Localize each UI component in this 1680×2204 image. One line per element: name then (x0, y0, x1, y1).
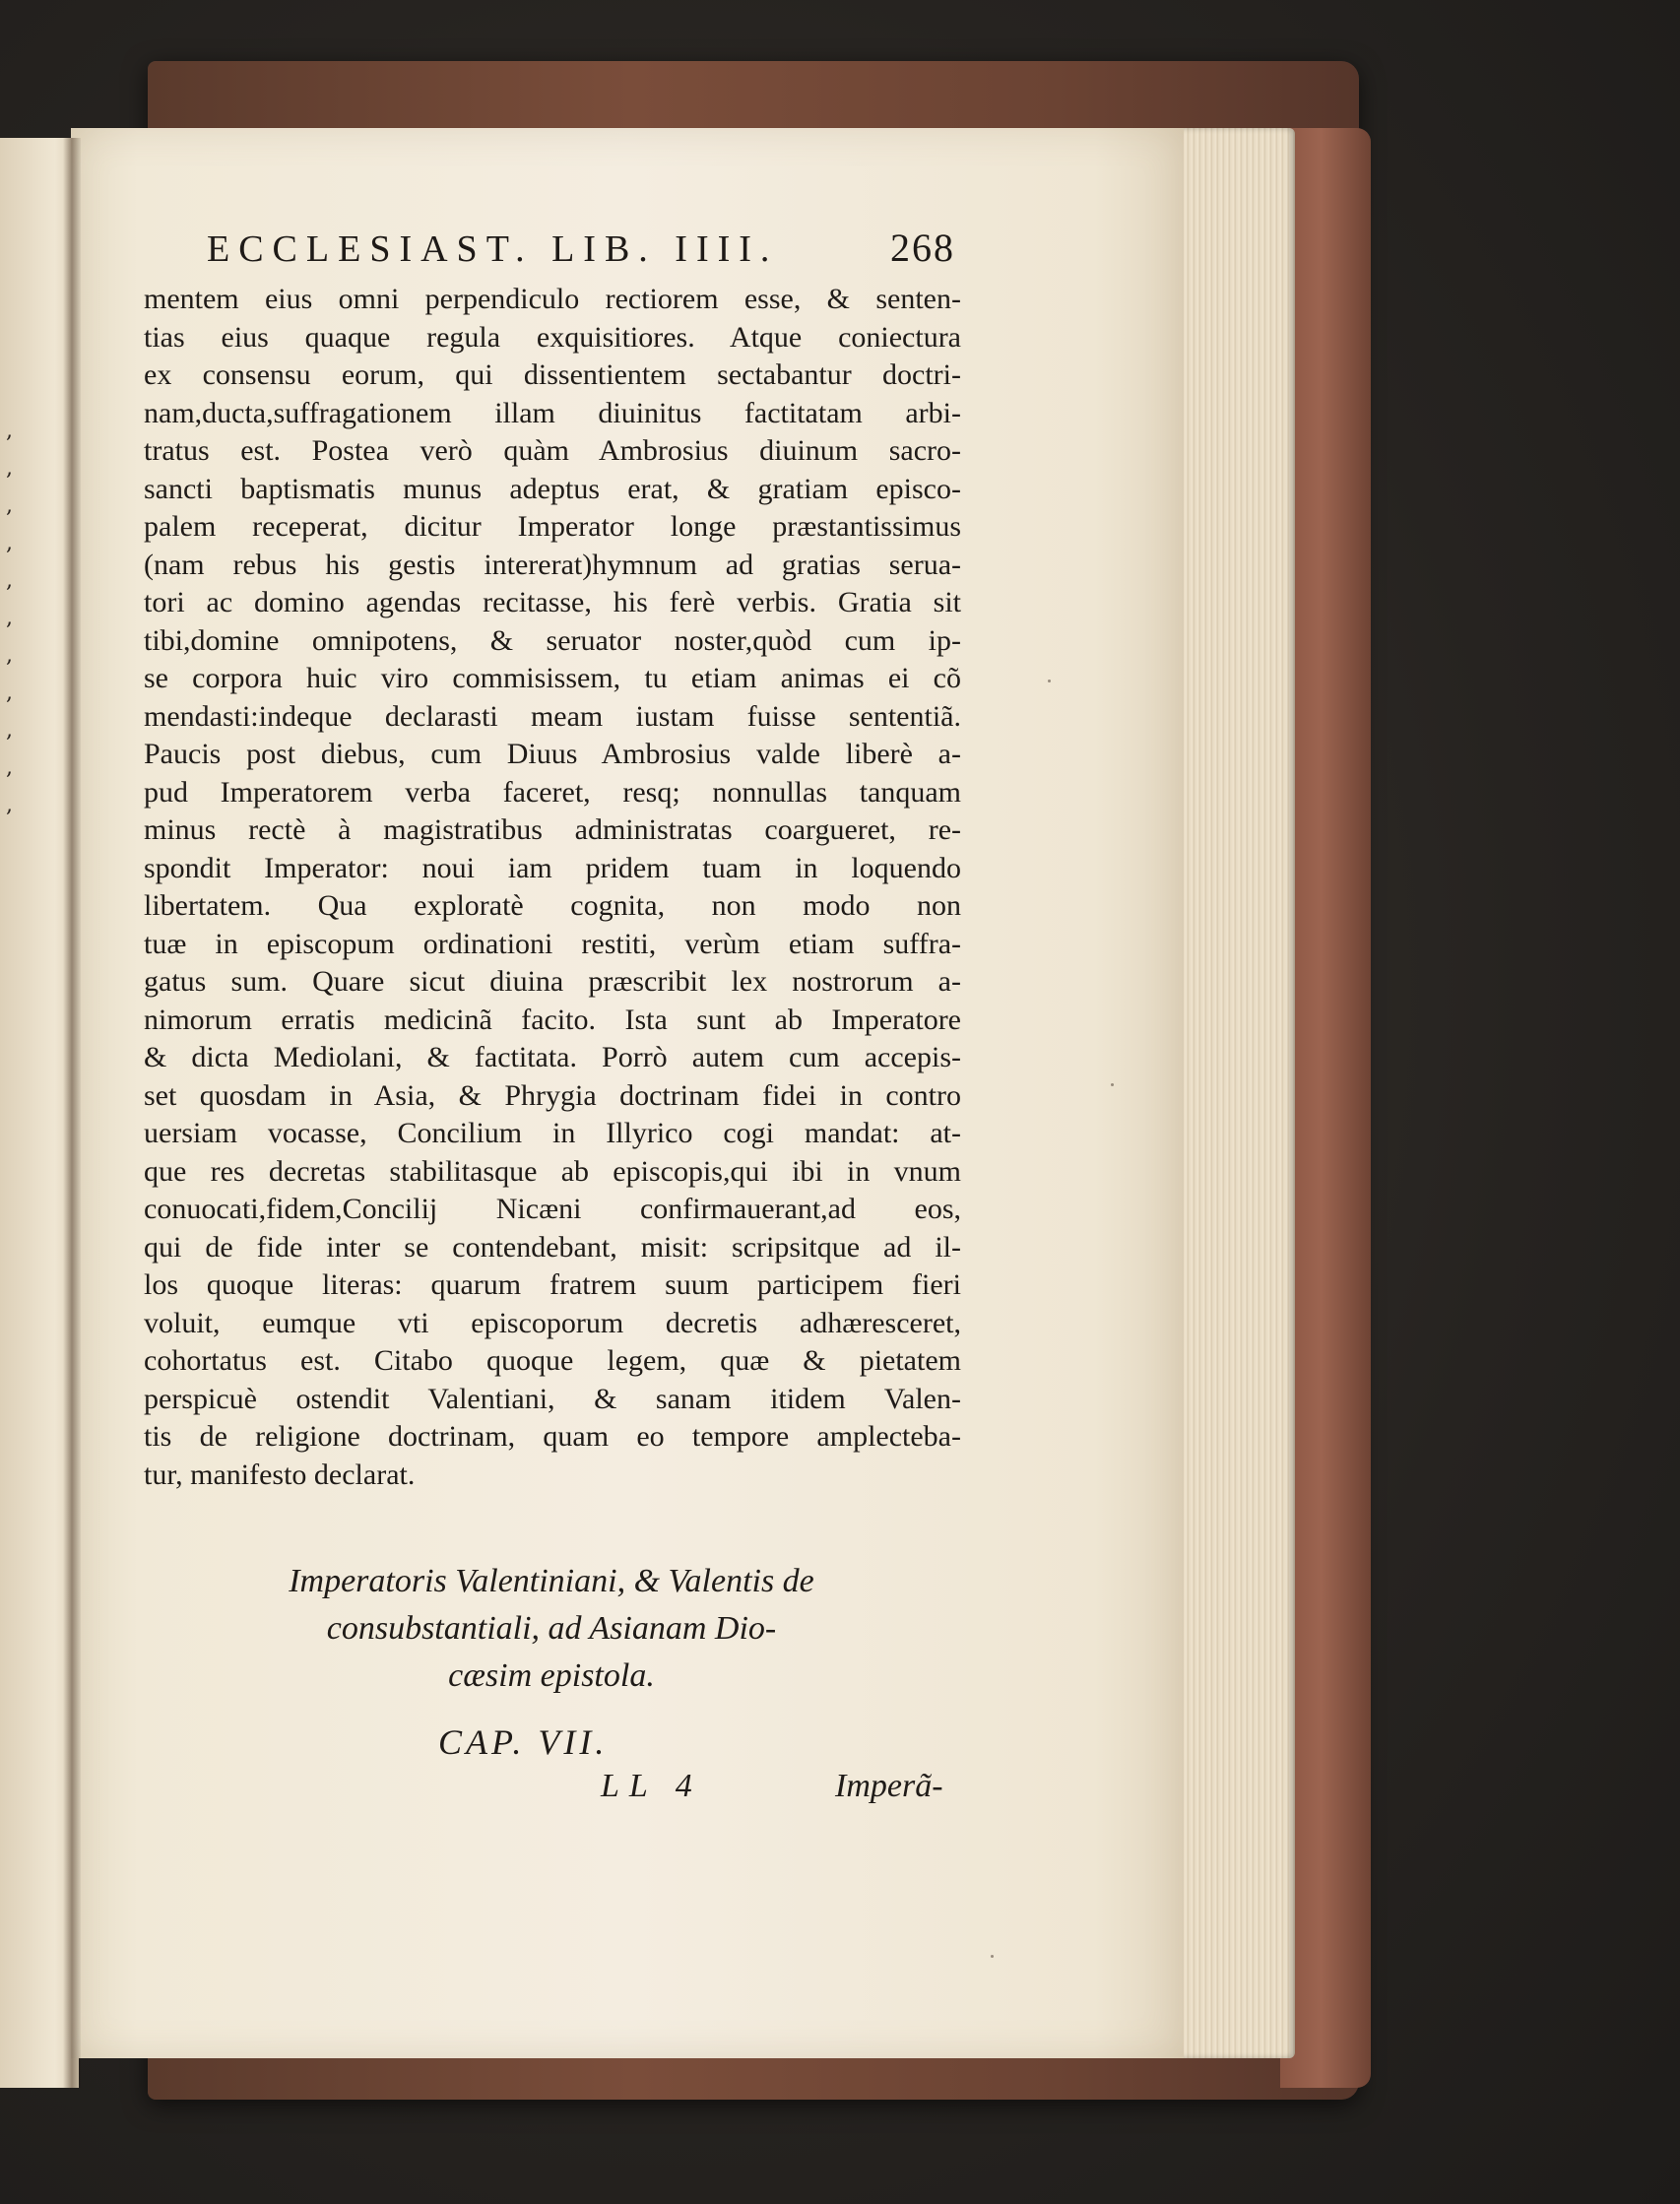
paper-speck (1111, 1083, 1114, 1086)
page-gutter (63, 138, 81, 2088)
body-line: tuæ in episcopum ordinationi restiti, verùm etiam suffra- (144, 927, 961, 960)
running-head-title: ECCLESIAST. LIB. IIII. (207, 228, 779, 270)
body-line: pud Imperatorem verba faceret, resq; nonnullas tanquam (144, 775, 961, 809)
body-line: conuocati,fidem,Concilij Nicæni confirmauerant,ad eos, (144, 1193, 961, 1225)
body-line: spondit Imperator: noui iam pridem tuam in loquendo (144, 851, 961, 884)
body-line: tis de religione doctrinam, quam eo tempore amplectebа- (144, 1420, 961, 1453)
left-mark: , (6, 681, 13, 705)
body-line: & dicta Mediolani, & factitata. Porrò autem cum accepis- (144, 1041, 961, 1073)
body-line: mendasti:indeque declarasti meam iustam fuisse sententiã. (144, 699, 961, 733)
left-mark: , (6, 456, 13, 481)
body-line: nimorum erratis medicinã facito. Ista sunt ab Imperatore (144, 1003, 961, 1036)
body-line: set quosdam in Asia, & Phrygia doctrinam fidei in contro (144, 1078, 961, 1112)
body-line: voluit, eumque vti episcoporum decretis adhæresceret, (144, 1306, 961, 1339)
body-line: libertatem. Qua exploratè cognita, non modo non (144, 889, 961, 922)
chapter-heading (197, 1558, 906, 1700)
running-head (207, 225, 955, 274)
body-line: tratus est. Postea verò quàm Ambrosius diuinum sacro- (144, 434, 961, 467)
paper-speck (1048, 680, 1051, 682)
body-line: cohortatus est. Citabo quoque legem, quæ & pietatem (144, 1344, 961, 1377)
signature-mark: LL 4 (601, 1768, 702, 1804)
left-mark: , (6, 606, 13, 630)
chapter-heading-line: Imperatoris Valentiniani, & Valentis de (289, 1563, 814, 1599)
left-mark: , (6, 493, 13, 518)
body-line: se corpora huic viro commisissem, tu etiam animas ei cõ (144, 662, 961, 694)
body-line: minus rectè à magistratibus administratas coargueret, re- (144, 813, 961, 846)
body-line: sancti baptismatis munus adeptus erat, & gratiam episco- (144, 472, 961, 505)
body-line: palem receperat, dicitur Imperator longe præstantissimus (144, 510, 961, 543)
folio-number: 268 (890, 226, 955, 270)
body-line: los quoque literas: quarum fratrem suum participem fieri (144, 1268, 961, 1301)
body-text (144, 281, 961, 1494)
body-line: (nam rebus his gestis intererat)hymnum ad gratias serua- (144, 548, 961, 581)
body-line: nam,ducta,suffragationem illam diuinitus factitatam arbi- (144, 396, 961, 429)
body-line: mentem eius omni perpendiculo rectiorem esse, & senten- (144, 283, 961, 315)
left-mark: , (6, 531, 13, 555)
body-line: tibi,domine omnipotens, & seruator noster,quòd cum ip- (144, 623, 961, 657)
catchword: Imperã- (835, 1768, 943, 1804)
left-mark: , (6, 755, 13, 780)
body-line: tur, manifesto declarat. (144, 1458, 416, 1491)
left-mark: , (6, 643, 13, 668)
body-line: Paucis post diebus, cum Diuus Ambrosius valde liberè a- (144, 738, 961, 770)
left-mark: , (6, 793, 13, 817)
body-line: ex consensu eorum, qui dissentientem sectabantur doctri- (144, 358, 961, 391)
body-line: tori ac domino agendas recitasse, his ferè verbis. Gratia sit (144, 586, 961, 618)
left-mark: , (6, 568, 13, 593)
body-line: que res decretas stabilitasque ab episcopis,qui ibi in vnum (144, 1154, 961, 1188)
chapter-heading-line: cæsim epistola. (448, 1657, 655, 1694)
paper-speck (991, 1955, 994, 1958)
page-edges (1172, 128, 1295, 2058)
left-mark: , (6, 718, 13, 743)
chapter-number: CAP. VII. (438, 1722, 609, 1762)
body-line: tias eius quaque regula exquisitiores. Atque coniectura (144, 320, 961, 354)
chapter-heading-line: consubstantiali, ad Asianam Dio- (326, 1610, 777, 1647)
body-line: qui de fide inter se contendebant, misit: scripsitque ad il- (144, 1230, 961, 1264)
body-line: gatus sum. Quare sicut diuina præscribit lex nostrorum a- (144, 965, 961, 998)
left-mark: , (6, 419, 13, 443)
body-line: perspicuè ostendit Valentiani, & sanam itidem Valen- (144, 1382, 961, 1415)
body-line: uersiam vocasse, Concilium in Illyrico cogi mandat: at- (144, 1117, 961, 1149)
